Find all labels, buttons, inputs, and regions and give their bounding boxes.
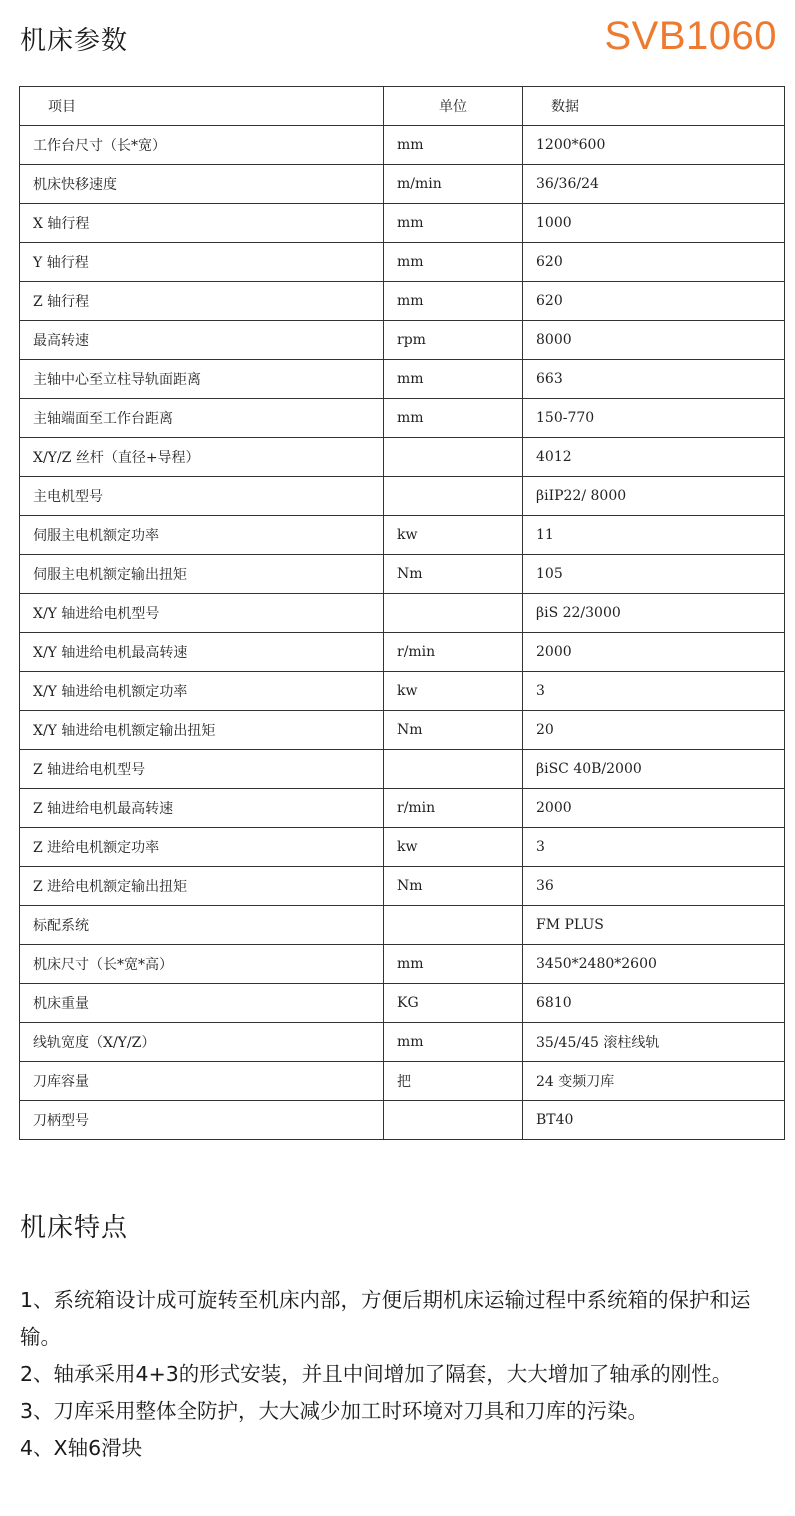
table-row <box>20 399 785 438</box>
cell-value: BT40 <box>523 1101 785 1140</box>
spec-table <box>19 86 785 1140</box>
cell-unit <box>384 906 523 945</box>
model-name: SVB1060 <box>604 14 777 58</box>
cell-unit: r/min <box>384 789 523 828</box>
cell-unit: rpm <box>384 321 523 360</box>
cell-item: 主轴中心至立柱导轨面距离 <box>20 360 384 399</box>
cell-item: X/Y 轴进给电机型号 <box>20 594 384 633</box>
cell-unit <box>384 1101 523 1140</box>
table-row <box>20 126 785 165</box>
cell-item: Z 轴进给电机型号 <box>20 750 384 789</box>
table-row <box>20 321 785 360</box>
table-row <box>20 867 785 906</box>
feature-item: 4、X轴6滑块 <box>20 1436 143 1460</box>
table-row <box>20 906 785 945</box>
feature-item: 2、轴承采用4+3的形式安装，并且中间增加了隔套，大大增加了轴承的刚性。 <box>20 1362 733 1386</box>
cell-value: 105 <box>523 555 785 594</box>
table-row <box>20 750 785 789</box>
cell-value: 36/36/24 <box>523 165 785 204</box>
cell-unit: kw <box>384 828 523 867</box>
cell-value: 620 <box>523 243 785 282</box>
cell-value: 3 <box>523 828 785 867</box>
cell-unit <box>384 477 523 516</box>
cell-value: 1200*600 <box>523 126 785 165</box>
cell-unit <box>384 438 523 477</box>
table-row <box>20 438 785 477</box>
cell-item: 主轴端面至工作台距离 <box>20 399 384 438</box>
cell-unit: KG <box>384 984 523 1023</box>
cell-item: 主电机型号 <box>20 477 384 516</box>
cell-unit: mm <box>384 126 523 165</box>
table-row <box>20 516 785 555</box>
page-header <box>0 0 795 80</box>
cell-unit: mm <box>384 945 523 984</box>
cell-value: βiSC 40B/2000 <box>523 750 785 789</box>
table-row <box>20 828 785 867</box>
cell-unit: mm <box>384 204 523 243</box>
cell-value: 620 <box>523 282 785 321</box>
cell-unit: r/min <box>384 633 523 672</box>
cell-unit: mm <box>384 243 523 282</box>
cell-item: X/Y/Z 丝杆（直径+导程） <box>20 438 384 477</box>
cell-unit: mm <box>384 360 523 399</box>
cell-value: βiIP22/ 8000 <box>523 477 785 516</box>
feature-item: 3、刀库采用整体全防护，大大减少加工时环境对刀具和刀库的污染。 <box>20 1399 649 1423</box>
cell-value: 1000 <box>523 204 785 243</box>
cell-unit: mm <box>384 1023 523 1062</box>
cell-unit: Nm <box>384 711 523 750</box>
header-item: 项目 <box>20 87 384 126</box>
cell-unit: mm <box>384 399 523 438</box>
table-header-row <box>20 87 785 126</box>
table-row <box>20 1023 785 1062</box>
cell-value: 4012 <box>523 438 785 477</box>
cell-unit <box>384 594 523 633</box>
cell-value: 20 <box>523 711 785 750</box>
cell-item: X/Y 轴进给电机额定输出扭矩 <box>20 711 384 750</box>
table-row <box>20 477 785 516</box>
cell-item: 标配系统 <box>20 906 384 945</box>
cell-item: X/Y 轴进给电机额定功率 <box>20 672 384 711</box>
page-title: 机床参数 <box>20 26 129 56</box>
table-row <box>20 789 785 828</box>
table-row <box>20 204 785 243</box>
cell-value: 6810 <box>523 984 785 1023</box>
table-row <box>20 1101 785 1140</box>
cell-item: 机床重量 <box>20 984 384 1023</box>
cell-unit <box>384 750 523 789</box>
cell-value: 35/45/45 滚柱线轨 <box>523 1023 785 1062</box>
cell-unit: m/min <box>384 165 523 204</box>
cell-item: X 轴行程 <box>20 204 384 243</box>
feature-item: 1、系统箱设计成可旋转至机床内部，方便后期机床运输过程中系统箱的保护和运输。 <box>20 1288 751 1349</box>
features-list <box>20 1282 780 1467</box>
cell-value: 150-770 <box>523 399 785 438</box>
table-row <box>20 1062 785 1101</box>
cell-unit: kw <box>384 672 523 711</box>
cell-unit: kw <box>384 516 523 555</box>
table-row <box>20 594 785 633</box>
cell-value: 8000 <box>523 321 785 360</box>
table-row <box>20 555 785 594</box>
cell-item: X/Y 轴进给电机最高转速 <box>20 633 384 672</box>
cell-value: 36 <box>523 867 785 906</box>
table-row <box>20 165 785 204</box>
table-row <box>20 672 785 711</box>
cell-item: 机床快移速度 <box>20 165 384 204</box>
cell-value: 11 <box>523 516 785 555</box>
cell-item: 线轨宽度（X/Y/Z） <box>20 1023 384 1062</box>
cell-item: Y 轴行程 <box>20 243 384 282</box>
cell-value: 2000 <box>523 633 785 672</box>
cell-unit: 把 <box>384 1062 523 1101</box>
table-row <box>20 360 785 399</box>
table-row <box>20 945 785 984</box>
cell-value: βiS 22/3000 <box>523 594 785 633</box>
header-data: 数据 <box>523 87 785 126</box>
table-row <box>20 633 785 672</box>
cell-value: 3 <box>523 672 785 711</box>
cell-item: Z 轴行程 <box>20 282 384 321</box>
cell-value: 663 <box>523 360 785 399</box>
cell-item: 刀库容量 <box>20 1062 384 1101</box>
table-row <box>20 282 785 321</box>
cell-item: Z 进给电机额定输出扭矩 <box>20 867 384 906</box>
spec-table-body <box>20 126 785 1140</box>
cell-item: Z 进给电机额定功率 <box>20 828 384 867</box>
cell-unit: Nm <box>384 555 523 594</box>
cell-value: 3450*2480*2600 <box>523 945 785 984</box>
cell-item: 刀柄型号 <box>20 1101 384 1140</box>
table-row <box>20 243 785 282</box>
cell-item: 工作台尺寸（长*宽） <box>20 126 384 165</box>
table-row <box>20 984 785 1023</box>
cell-value: 24 变频刀库 <box>523 1062 785 1101</box>
header-unit: 单位 <box>384 87 523 126</box>
cell-unit: Nm <box>384 867 523 906</box>
cell-item: 伺服主电机额定输出扭矩 <box>20 555 384 594</box>
cell-value: 2000 <box>523 789 785 828</box>
cell-unit: mm <box>384 282 523 321</box>
cell-item: Z 轴进给电机最高转速 <box>20 789 384 828</box>
cell-value: FM PLUS <box>523 906 785 945</box>
cell-item: 伺服主电机额定功率 <box>20 516 384 555</box>
table-row <box>20 711 785 750</box>
features-title: 机床特点 <box>20 1213 129 1243</box>
cell-item: 最高转速 <box>20 321 384 360</box>
cell-item: 机床尺寸（长*宽*高） <box>20 945 384 984</box>
